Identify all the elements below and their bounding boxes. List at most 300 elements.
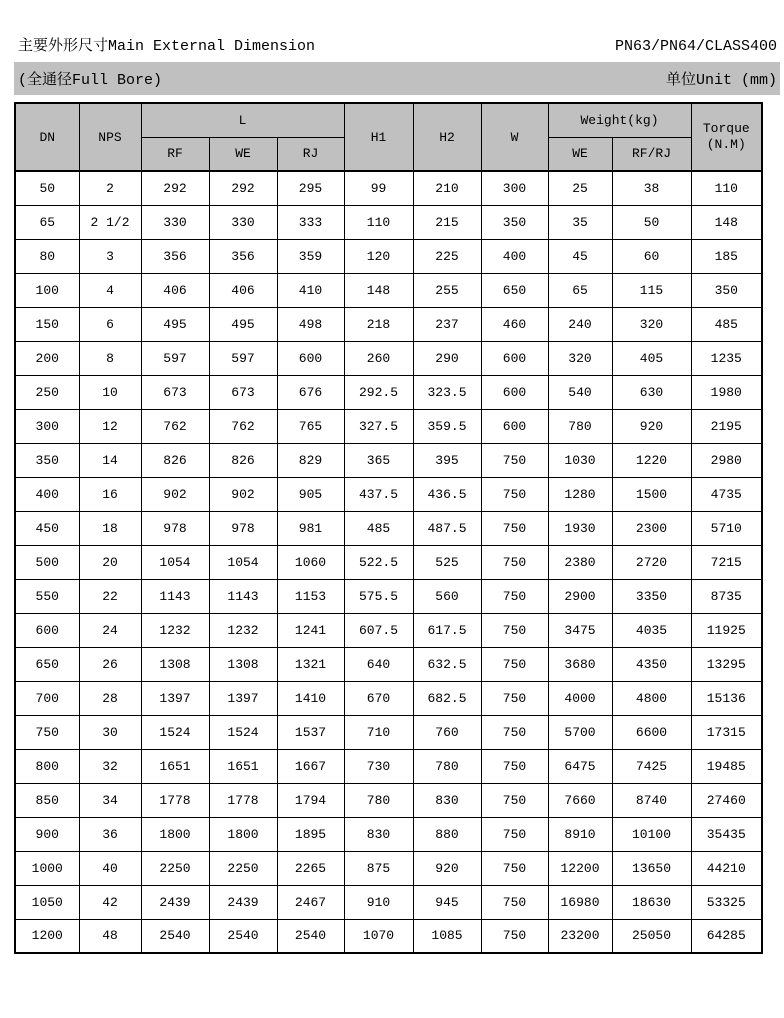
cell-h2: 323.5 — [413, 375, 481, 409]
cell-h1: 485 — [344, 511, 413, 545]
cell-torque: 35435 — [691, 817, 762, 851]
cell-weight-rf-rj: 6600 — [612, 715, 691, 749]
cell-l-we: 1524 — [209, 715, 277, 749]
cell-w: 750 — [481, 443, 548, 477]
table-row — [15, 681, 762, 715]
cell-w: 750 — [481, 817, 548, 851]
cell-dn: 550 — [15, 579, 79, 613]
cell-torque: 8735 — [691, 579, 762, 613]
cell-l-rf: 2250 — [141, 851, 209, 885]
cell-torque: 148 — [691, 205, 762, 239]
col-header-h1: H1 — [344, 103, 413, 171]
cell-l-rf: 902 — [141, 477, 209, 511]
cell-h1: 710 — [344, 715, 413, 749]
cell-dn: 300 — [15, 409, 79, 443]
cell-l-we: 2250 — [209, 851, 277, 885]
cell-l-rf: 1232 — [141, 613, 209, 647]
cell-h2: 215 — [413, 205, 481, 239]
unit-note: 单位Unit (mm) — [665, 72, 777, 89]
cell-l-we: 902 — [209, 477, 277, 511]
cell-l-rj: 829 — [277, 443, 344, 477]
cell-weight-rf-rj: 4035 — [612, 613, 691, 647]
cell-torque: 19485 — [691, 749, 762, 783]
cell-l-we: 495 — [209, 307, 277, 341]
cell-weight-rf-rj: 10100 — [612, 817, 691, 851]
cell-l-we: 406 — [209, 273, 277, 307]
cell-l-we: 2540 — [209, 919, 277, 953]
cell-l-rf: 1397 — [141, 681, 209, 715]
cell-h1: 640 — [344, 647, 413, 681]
cell-l-rj: 295 — [277, 171, 344, 205]
cell-nps: 3 — [79, 239, 141, 273]
cell-l-rj: 1153 — [277, 579, 344, 613]
cell-h1: 292.5 — [344, 375, 413, 409]
cell-dn: 900 — [15, 817, 79, 851]
cell-dn: 1050 — [15, 885, 79, 919]
cell-dn: 50 — [15, 171, 79, 205]
cell-weight-rf-rj: 920 — [612, 409, 691, 443]
cell-l-rf: 406 — [141, 273, 209, 307]
cell-weight-rf-rj: 405 — [612, 341, 691, 375]
cell-l-we: 2439 — [209, 885, 277, 919]
cell-weight-rf-rj: 7425 — [612, 749, 691, 783]
cell-nps: 26 — [79, 647, 141, 681]
cell-l-rj: 333 — [277, 205, 344, 239]
cell-w: 460 — [481, 307, 548, 341]
cell-l-rf: 292 — [141, 171, 209, 205]
cell-nps: 10 — [79, 375, 141, 409]
table-row — [15, 715, 762, 749]
cell-weight-we: 25 — [548, 171, 612, 205]
table-row — [15, 171, 762, 205]
cell-h2: 560 — [413, 579, 481, 613]
cell-nps: 22 — [79, 579, 141, 613]
cell-l-we: 978 — [209, 511, 277, 545]
cell-l-we: 1308 — [209, 647, 277, 681]
cell-torque: 44210 — [691, 851, 762, 885]
cell-nps: 6 — [79, 307, 141, 341]
col-header-dn: DN — [15, 103, 79, 171]
table-row — [15, 919, 762, 953]
cell-dn: 1000 — [15, 851, 79, 885]
cell-weight-rf-rj: 18630 — [612, 885, 691, 919]
table-row — [15, 885, 762, 919]
cell-h1: 120 — [344, 239, 413, 273]
table-row — [15, 307, 762, 341]
cell-weight-we: 6475 — [548, 749, 612, 783]
cell-dn: 150 — [15, 307, 79, 341]
cell-nps: 16 — [79, 477, 141, 511]
cell-weight-we: 45 — [548, 239, 612, 273]
cell-torque: 110 — [691, 171, 762, 205]
cell-w: 750 — [481, 783, 548, 817]
col-header-weight-group: Weight(kg) — [548, 103, 691, 137]
col-header-nps: NPS — [79, 103, 141, 171]
cell-torque: 13295 — [691, 647, 762, 681]
cell-torque: 27460 — [691, 783, 762, 817]
cell-h2: 682.5 — [413, 681, 481, 715]
cell-l-rf: 356 — [141, 239, 209, 273]
cell-nps: 18 — [79, 511, 141, 545]
cell-l-we: 1778 — [209, 783, 277, 817]
cell-nps: 48 — [79, 919, 141, 953]
cell-torque: 2195 — [691, 409, 762, 443]
cell-weight-we: 7660 — [548, 783, 612, 817]
cell-weight-we: 240 — [548, 307, 612, 341]
cell-nps: 8 — [79, 341, 141, 375]
table-row — [15, 443, 762, 477]
cell-l-rj: 1537 — [277, 715, 344, 749]
cell-h1: 875 — [344, 851, 413, 885]
cell-weight-rf-rj: 38 — [612, 171, 691, 205]
cell-w: 750 — [481, 613, 548, 647]
cell-torque: 15136 — [691, 681, 762, 715]
cell-nps: 12 — [79, 409, 141, 443]
cell-nps: 32 — [79, 749, 141, 783]
cell-h2: 780 — [413, 749, 481, 783]
table-row — [15, 273, 762, 307]
cell-l-rj: 2265 — [277, 851, 344, 885]
cell-dn: 750 — [15, 715, 79, 749]
cell-l-rj: 359 — [277, 239, 344, 273]
col-header-h2: H2 — [413, 103, 481, 171]
cell-h1: 1070 — [344, 919, 413, 953]
cell-w: 650 — [481, 273, 548, 307]
cell-weight-we: 2380 — [548, 545, 612, 579]
cell-nps: 28 — [79, 681, 141, 715]
cell-l-rj: 1895 — [277, 817, 344, 851]
table-row — [15, 341, 762, 375]
subheader-bar — [14, 62, 780, 95]
cell-weight-rf-rj: 4800 — [612, 681, 691, 715]
cell-w: 750 — [481, 749, 548, 783]
cell-dn: 1200 — [15, 919, 79, 953]
cell-l-rf: 673 — [141, 375, 209, 409]
cell-h1: 110 — [344, 205, 413, 239]
cell-dn: 65 — [15, 205, 79, 239]
table-row — [15, 239, 762, 273]
cell-nps: 2 — [79, 171, 141, 205]
cell-l-rj: 2467 — [277, 885, 344, 919]
cell-h2: 436.5 — [413, 477, 481, 511]
table-row — [15, 783, 762, 817]
cell-h2: 760 — [413, 715, 481, 749]
cell-weight-we: 540 — [548, 375, 612, 409]
table-row — [15, 579, 762, 613]
cell-w: 750 — [481, 647, 548, 681]
cell-l-rj: 410 — [277, 273, 344, 307]
cell-l-rf: 1524 — [141, 715, 209, 749]
cell-dn: 500 — [15, 545, 79, 579]
cell-l-rj: 498 — [277, 307, 344, 341]
cell-l-rj: 1060 — [277, 545, 344, 579]
cell-h1: 575.5 — [344, 579, 413, 613]
cell-h1: 780 — [344, 783, 413, 817]
cell-h2: 880 — [413, 817, 481, 851]
cell-nps: 42 — [79, 885, 141, 919]
cell-torque: 4735 — [691, 477, 762, 511]
cell-weight-we: 3475 — [548, 613, 612, 647]
cell-h1: 218 — [344, 307, 413, 341]
cell-h1: 148 — [344, 273, 413, 307]
cell-h2: 920 — [413, 851, 481, 885]
cell-l-rj: 1667 — [277, 749, 344, 783]
cell-w: 600 — [481, 375, 548, 409]
cell-dn: 700 — [15, 681, 79, 715]
cell-torque: 64285 — [691, 919, 762, 953]
table-header-row-1 — [15, 103, 762, 137]
cell-h1: 99 — [344, 171, 413, 205]
table-header — [15, 103, 762, 171]
cell-weight-we: 3680 — [548, 647, 612, 681]
table-row — [15, 205, 762, 239]
cell-w: 750 — [481, 851, 548, 885]
table-row — [15, 613, 762, 647]
cell-l-we: 762 — [209, 409, 277, 443]
cell-h2: 945 — [413, 885, 481, 919]
cell-l-rf: 330 — [141, 205, 209, 239]
cell-weight-rf-rj: 13650 — [612, 851, 691, 885]
table-row — [15, 409, 762, 443]
col-header-l-rf: RF — [141, 137, 209, 171]
cell-w: 400 — [481, 239, 548, 273]
cell-h1: 365 — [344, 443, 413, 477]
cell-torque: 485 — [691, 307, 762, 341]
bore-note: (全通径Full Bore) — [18, 72, 163, 89]
table-row — [15, 749, 762, 783]
cell-h1: 522.5 — [344, 545, 413, 579]
cell-torque: 7215 — [691, 545, 762, 579]
cell-torque: 350 — [691, 273, 762, 307]
cell-l-we: 673 — [209, 375, 277, 409]
table-row — [15, 851, 762, 885]
cell-w: 750 — [481, 477, 548, 511]
cell-h2: 632.5 — [413, 647, 481, 681]
cell-torque: 5710 — [691, 511, 762, 545]
cell-l-rf: 826 — [141, 443, 209, 477]
table-row — [15, 477, 762, 511]
cell-l-we: 330 — [209, 205, 277, 239]
cell-weight-we: 5700 — [548, 715, 612, 749]
cell-l-rj: 765 — [277, 409, 344, 443]
cell-weight-rf-rj: 2300 — [612, 511, 691, 545]
cell-weight-we: 1030 — [548, 443, 612, 477]
cell-dn: 800 — [15, 749, 79, 783]
cell-w: 750 — [481, 511, 548, 545]
cell-l-we: 356 — [209, 239, 277, 273]
cell-weight-rf-rj: 60 — [612, 239, 691, 273]
col-header-weight-we: WE — [548, 137, 612, 171]
cell-weight-rf-rj: 115 — [612, 273, 691, 307]
cell-w: 600 — [481, 409, 548, 443]
cell-w: 750 — [481, 919, 548, 953]
cell-torque: 1235 — [691, 341, 762, 375]
cell-weight-rf-rj: 1220 — [612, 443, 691, 477]
page-title: 主要外形尺寸Main External Dimension — [18, 38, 316, 55]
document-header — [18, 34, 777, 55]
cell-h1: 910 — [344, 885, 413, 919]
torque-header-line1: Torque — [702, 121, 750, 136]
cell-l-rf: 1308 — [141, 647, 209, 681]
cell-weight-we: 16980 — [548, 885, 612, 919]
cell-torque: 1980 — [691, 375, 762, 409]
cell-l-rf: 495 — [141, 307, 209, 341]
cell-h1: 260 — [344, 341, 413, 375]
cell-l-rf: 762 — [141, 409, 209, 443]
cell-l-rj: 981 — [277, 511, 344, 545]
cell-torque: 2980 — [691, 443, 762, 477]
cell-weight-we: 12200 — [548, 851, 612, 885]
cell-weight-rf-rj: 25050 — [612, 919, 691, 953]
cell-l-rj: 676 — [277, 375, 344, 409]
cell-weight-we: 8910 — [548, 817, 612, 851]
dimension-table-container — [14, 102, 762, 954]
cell-l-rf: 2540 — [141, 919, 209, 953]
cell-dn: 200 — [15, 341, 79, 375]
pressure-class-label: PN63/PN64/CLASS400 — [614, 38, 777, 55]
cell-l-we: 597 — [209, 341, 277, 375]
cell-nps: 34 — [79, 783, 141, 817]
cell-nps: 4 — [79, 273, 141, 307]
cell-h1: 830 — [344, 817, 413, 851]
cell-l-rj: 1241 — [277, 613, 344, 647]
cell-l-we: 1397 — [209, 681, 277, 715]
cell-h2: 487.5 — [413, 511, 481, 545]
cell-l-rj: 1321 — [277, 647, 344, 681]
cell-l-rf: 1054 — [141, 545, 209, 579]
cell-h2: 617.5 — [413, 613, 481, 647]
cell-h2: 359.5 — [413, 409, 481, 443]
cell-l-rj: 905 — [277, 477, 344, 511]
cell-weight-we: 2900 — [548, 579, 612, 613]
dimension-table-body — [15, 171, 762, 953]
cell-dn: 350 — [15, 443, 79, 477]
cell-weight-rf-rj: 4350 — [612, 647, 691, 681]
dimension-table — [14, 102, 763, 954]
cell-dn: 80 — [15, 239, 79, 273]
cell-weight-we: 4000 — [548, 681, 612, 715]
table-row — [15, 647, 762, 681]
cell-weight-we: 1930 — [548, 511, 612, 545]
cell-weight-we: 320 — [548, 341, 612, 375]
cell-h2: 395 — [413, 443, 481, 477]
cell-h2: 830 — [413, 783, 481, 817]
cell-w: 750 — [481, 715, 548, 749]
cell-h2: 290 — [413, 341, 481, 375]
table-row — [15, 511, 762, 545]
cell-weight-rf-rj: 630 — [612, 375, 691, 409]
cell-w: 600 — [481, 341, 548, 375]
cell-l-rf: 1143 — [141, 579, 209, 613]
torque-header-line2: (N.M) — [706, 137, 746, 152]
col-header-l-group: L — [141, 103, 344, 137]
cell-h2: 525 — [413, 545, 481, 579]
cell-h2: 225 — [413, 239, 481, 273]
cell-torque: 17315 — [691, 715, 762, 749]
cell-l-we: 1651 — [209, 749, 277, 783]
cell-weight-rf-rj: 2720 — [612, 545, 691, 579]
cell-weight-rf-rj: 8740 — [612, 783, 691, 817]
cell-l-rf: 1651 — [141, 749, 209, 783]
cell-weight-rf-rj: 1500 — [612, 477, 691, 511]
cell-dn: 400 — [15, 477, 79, 511]
cell-torque: 11925 — [691, 613, 762, 647]
cell-h1: 730 — [344, 749, 413, 783]
cell-l-rf: 1778 — [141, 783, 209, 817]
cell-weight-rf-rj: 50 — [612, 205, 691, 239]
cell-l-rf: 978 — [141, 511, 209, 545]
cell-l-rj: 600 — [277, 341, 344, 375]
cell-h1: 670 — [344, 681, 413, 715]
cell-l-rf: 1800 — [141, 817, 209, 851]
col-header-l-we: WE — [209, 137, 277, 171]
cell-w: 750 — [481, 681, 548, 715]
cell-weight-we: 780 — [548, 409, 612, 443]
cell-h2: 210 — [413, 171, 481, 205]
cell-weight-we: 23200 — [548, 919, 612, 953]
table-row — [15, 545, 762, 579]
cell-w: 350 — [481, 205, 548, 239]
cell-w: 750 — [481, 579, 548, 613]
cell-l-we: 1800 — [209, 817, 277, 851]
cell-h1: 437.5 — [344, 477, 413, 511]
cell-h2: 1085 — [413, 919, 481, 953]
col-header-torque — [691, 103, 762, 171]
col-header-weight-rfrj: RF/RJ — [612, 137, 691, 171]
col-header-l-rj: RJ — [277, 137, 344, 171]
cell-l-we: 1143 — [209, 579, 277, 613]
table-row — [15, 375, 762, 409]
cell-l-rf: 597 — [141, 341, 209, 375]
cell-l-we: 1054 — [209, 545, 277, 579]
cell-w: 750 — [481, 885, 548, 919]
cell-w: 750 — [481, 545, 548, 579]
cell-torque: 53325 — [691, 885, 762, 919]
cell-nps: 36 — [79, 817, 141, 851]
cell-h2: 255 — [413, 273, 481, 307]
cell-dn: 100 — [15, 273, 79, 307]
cell-l-rf: 2439 — [141, 885, 209, 919]
cell-l-we: 1232 — [209, 613, 277, 647]
cell-w: 300 — [481, 171, 548, 205]
cell-dn: 250 — [15, 375, 79, 409]
cell-weight-we: 65 — [548, 273, 612, 307]
cell-torque: 185 — [691, 239, 762, 273]
cell-l-we: 292 — [209, 171, 277, 205]
cell-nps: 40 — [79, 851, 141, 885]
cell-h2: 237 — [413, 307, 481, 341]
cell-l-rj: 1410 — [277, 681, 344, 715]
cell-nps: 20 — [79, 545, 141, 579]
col-header-w: W — [481, 103, 548, 171]
cell-l-we: 826 — [209, 443, 277, 477]
cell-dn: 600 — [15, 613, 79, 647]
cell-weight-rf-rj: 3350 — [612, 579, 691, 613]
cell-nps: 14 — [79, 443, 141, 477]
cell-h1: 327.5 — [344, 409, 413, 443]
cell-l-rj: 2540 — [277, 919, 344, 953]
cell-weight-we: 1280 — [548, 477, 612, 511]
cell-nps: 24 — [79, 613, 141, 647]
cell-l-rj: 1794 — [277, 783, 344, 817]
cell-nps: 2 1/2 — [79, 205, 141, 239]
cell-h1: 607.5 — [344, 613, 413, 647]
cell-dn: 850 — [15, 783, 79, 817]
cell-dn: 450 — [15, 511, 79, 545]
cell-nps: 30 — [79, 715, 141, 749]
cell-weight-rf-rj: 320 — [612, 307, 691, 341]
cell-weight-we: 35 — [548, 205, 612, 239]
